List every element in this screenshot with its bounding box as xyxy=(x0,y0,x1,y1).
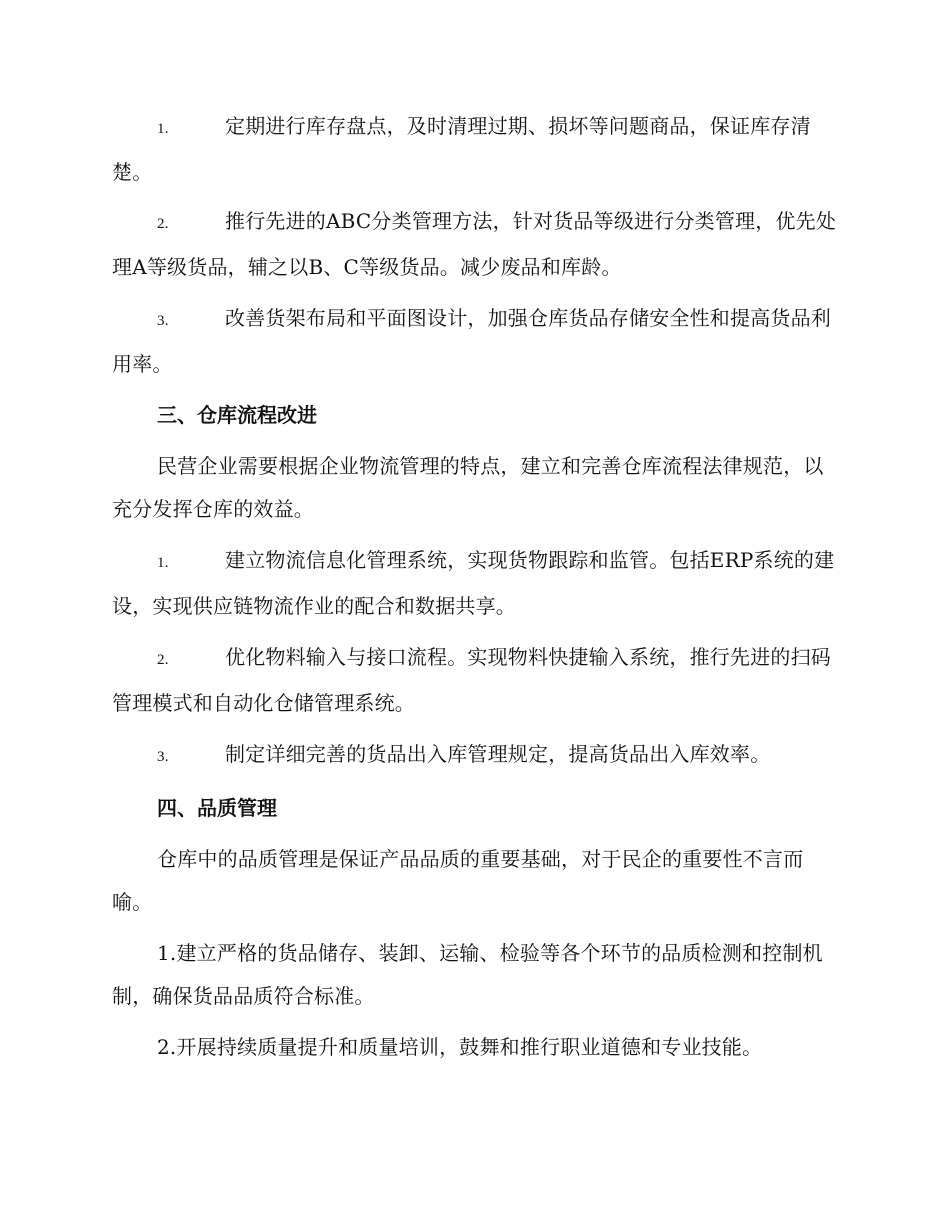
list-item: 1.建立严格的货品储存、装卸、运输、检验等各个环节的品质检测和控制机制，确保货品品质符合标准。 xyxy=(112,941,823,1008)
list-text: 定期进行库存盘点，及时清理过期、损坏等问题商品，保证库存清楚。 xyxy=(112,114,811,184)
list-number: 1. xyxy=(157,121,169,137)
list-item xyxy=(112,733,842,779)
list-number: 1. xyxy=(157,555,169,571)
list-item xyxy=(112,200,842,289)
list-item xyxy=(112,105,842,194)
list-number: 2. xyxy=(157,216,169,232)
list-text: 制定详细完善的货品出入库管理规定，提高货品出入库效率。 xyxy=(225,742,771,766)
list-item xyxy=(112,297,842,386)
section-heading: 四、品质管理 xyxy=(157,796,277,820)
list-item xyxy=(112,539,842,628)
list-text: 建立物流信息化管理系统，实现货物跟踪和监管。包括ERP系统的建设，实现供应链物流作业的配合和数据共享。 xyxy=(112,548,835,618)
list-text: 改善货架布局和平面图设计，加强仓库货品存储安全性和提高货品利用率。 xyxy=(112,306,831,376)
list-number: 3. xyxy=(157,313,169,329)
list-text: 推行先进的ABC分类管理方法，针对货品等级进行分类管理，优先处理A等级货品，辅之以B、C等级货品。减少废品和库龄。 xyxy=(112,209,837,279)
paragraph: 仓库中的品质管理是保证产品品质的重要基础，对于民企的重要性不言而喻。 xyxy=(112,847,804,914)
list-item xyxy=(112,636,842,725)
list-number: 3. xyxy=(157,749,169,765)
section-heading: 三、仓库流程改进 xyxy=(157,403,317,427)
list-item: 2.开展持续质量提升和质量培训，鼓舞和推行职业道德和专业技能。 xyxy=(157,1035,763,1059)
document-body xyxy=(112,105,842,1077)
list-text: 优化物料输入与接口流程。实现物料快捷输入系统，推行先进的扫码管理模式和自动化仓储管理系统。 xyxy=(112,645,831,715)
paragraph: 民营企业需要根据企业物流管理的特点，建立和完善仓库流程法律规范，以充分发挥仓库的效益。 xyxy=(112,454,824,521)
list-number: 2. xyxy=(157,652,169,668)
